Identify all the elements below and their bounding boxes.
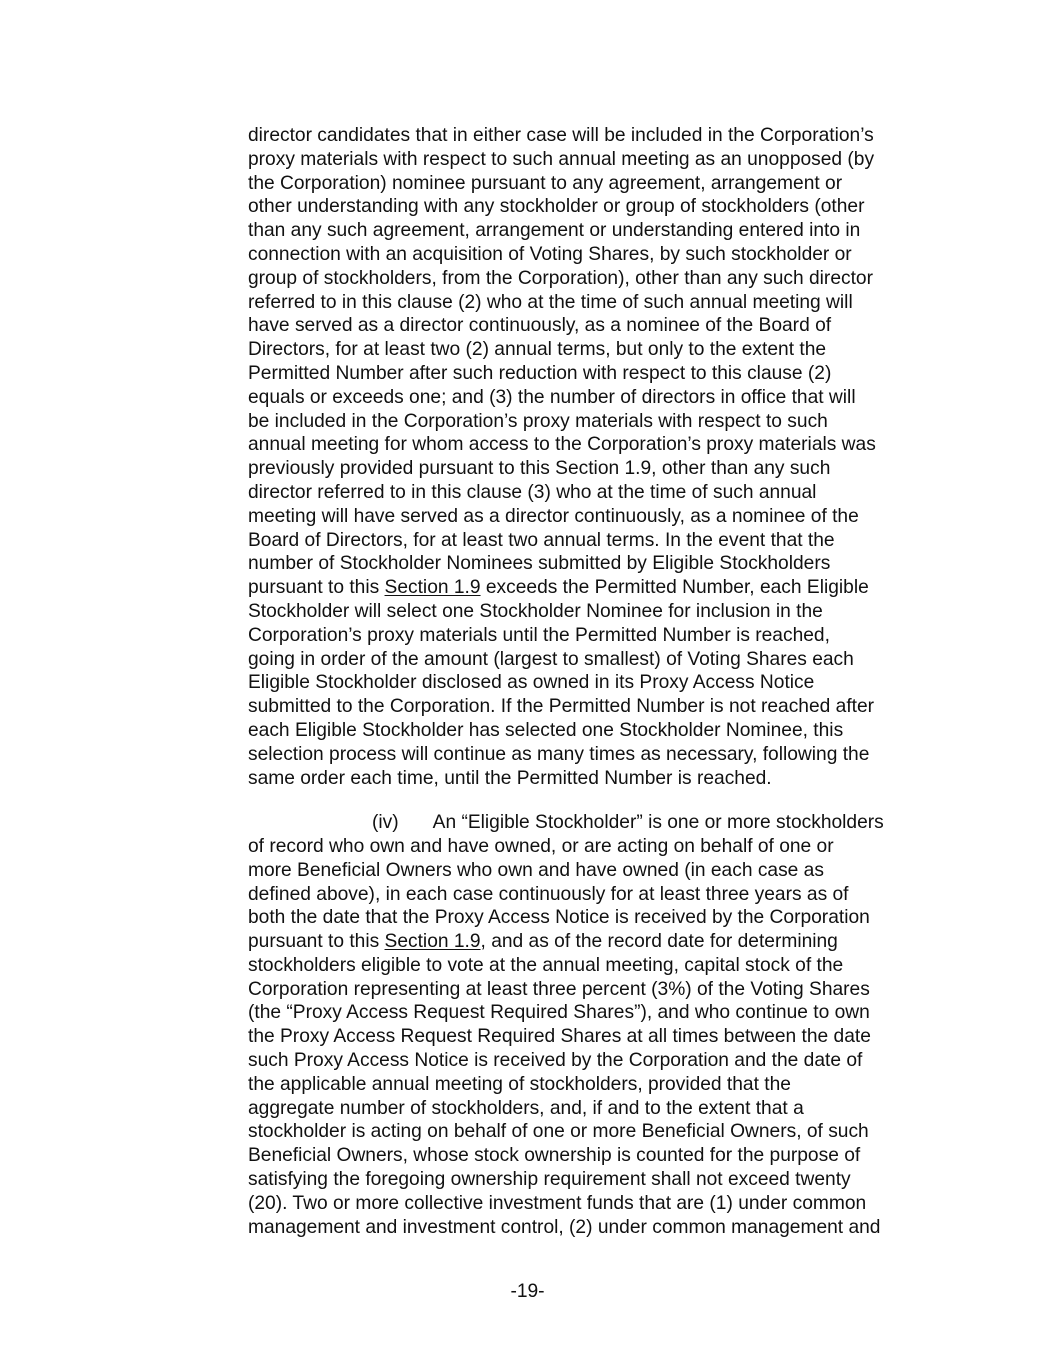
section-reference-link[interactable]: Section 1.9 xyxy=(384,577,481,599)
text-segment: An “Eligible Stockholder” is one or more stockholders xyxy=(432,812,884,834)
text-line: equals or exceeds one; and (3) the number of directors in office that will xyxy=(248,386,856,408)
text-segment: , and as of the record date for determining xyxy=(480,931,838,953)
text-line: both the date that the Proxy Access Notice is received by the Corporation xyxy=(248,907,870,929)
text-line: other understanding with any stockholder or group of stockholders (other xyxy=(248,196,865,218)
text-line-first xyxy=(248,811,938,835)
text-line: have served as a director continuously, as a nominee of the Board of xyxy=(248,315,832,337)
text-segment: exceeds the Permitted Number, each Eligible xyxy=(480,577,869,599)
section-reference-link[interactable]: Section 1.9 xyxy=(384,931,481,953)
paragraph-2 xyxy=(248,811,938,1239)
text-line xyxy=(248,930,938,954)
text-line: such Proxy Access Notice is received by the Corporation and the date of xyxy=(248,1050,863,1072)
text-line: aggregate number of stockholders, and, if and to the extent that a xyxy=(248,1097,804,1119)
text-line: Directors, for at least two (2) annual terms, but only to the extent the xyxy=(248,339,827,361)
text-line: of record who own and have owned, or are acting on behalf of one or xyxy=(248,835,834,857)
text-line: the applicable annual meeting of stockholders, provided that the xyxy=(248,1073,791,1095)
text-line: going in order of the amount (largest to smallest) of Voting Shares each xyxy=(248,648,854,670)
clause-label: (iv) xyxy=(372,812,399,834)
text-line: Beneficial Owners, whose stock ownership is counted for the purpose of xyxy=(248,1145,861,1167)
text-line: previously provided pursuant to this Section 1.9, other than any such xyxy=(248,458,831,480)
text-line: (the “Proxy Access Request Required Shares”), and who continue to own xyxy=(248,1002,870,1024)
paragraph-spacer xyxy=(248,790,938,811)
text-line: more Beneficial Owners who own and have owned (in each case as xyxy=(248,859,824,881)
text-line xyxy=(248,576,938,600)
text-line: selection process will continue as many times as necessary, following the xyxy=(248,743,870,765)
text-line: same order each time, until the Permitted Number is reached. xyxy=(248,767,772,789)
text-line: Permitted Number after such reduction with respect to this clause (2) xyxy=(248,362,832,384)
text-line: director referred to in this clause (3) who at the time of such annual xyxy=(248,481,817,503)
text-line: satisfying the foregoing ownership requirement shall not exceed twenty xyxy=(248,1169,851,1191)
text-line: number of Stockholder Nominees submitted by Eligible Stockholders xyxy=(248,553,831,575)
text-line: stockholder is acting on behalf of one or more Beneficial Owners, of such xyxy=(248,1121,869,1143)
text-line: connection with an acquisition of Voting Shares, by such stockholder or xyxy=(248,243,852,265)
text-line: director candidates that in either case will be included in the Corporation’s xyxy=(248,125,874,146)
text-line: Corporation’s proxy materials until the Permitted Number is reached, xyxy=(248,624,830,646)
text-segment: pursuant to this xyxy=(248,931,385,953)
text-line: group of stockholders, from the Corporation), other than any such director xyxy=(248,267,873,289)
text-line: annual meeting for whom access to the Corporation’s proxy materials was xyxy=(248,434,876,456)
text-line: referred to in this clause (2) who at the time of such annual meeting will xyxy=(248,291,853,313)
text-line: Board of Directors, for at least two annual terms. In the event that the xyxy=(248,529,835,551)
paragraph-1 xyxy=(248,124,938,790)
text-line: management and investment control, (2) under common management and xyxy=(248,1216,881,1238)
text-line: (20). Two or more collective investment funds that are (1) under common xyxy=(248,1192,867,1214)
text-line: Corporation representing at least three percent (3%) of the Voting Shares xyxy=(248,978,870,1000)
document-body xyxy=(248,124,938,1239)
text-line: the Corporation) nominee pursuant to any agreement, arrangement or xyxy=(248,172,843,194)
text-line: stockholders eligible to vote at the annual meeting, capital stock of the xyxy=(248,954,844,976)
text-segment: pursuant to this xyxy=(248,577,385,599)
page-number: -19- xyxy=(510,1281,545,1302)
text-line: defined above), in each case continuously for at least three years as of xyxy=(248,883,849,905)
text-line: each Eligible Stockholder has selected one Stockholder Nominee, this xyxy=(248,719,844,741)
text-line: submitted to the Corporation. If the Permitted Number is not reached after xyxy=(248,696,875,718)
text-line: Stockholder will select one Stockholder Nominee for inclusion in the xyxy=(248,600,823,622)
text-line: be included in the Corporation’s proxy materials with respect to such xyxy=(248,410,828,432)
text-line: than any such agreement, arrangement or understanding entered into in xyxy=(248,220,861,242)
text-line: Eligible Stockholder disclosed as owned in its Proxy Access Notice xyxy=(248,672,815,694)
text-line: the Proxy Access Request Required Shares at all times between the date xyxy=(248,1026,871,1048)
text-line: meeting will have served as a director continuously, as a nominee of the xyxy=(248,505,859,527)
text-line: proxy materials with respect to such annual meeting as an unopposed (by xyxy=(248,148,875,170)
